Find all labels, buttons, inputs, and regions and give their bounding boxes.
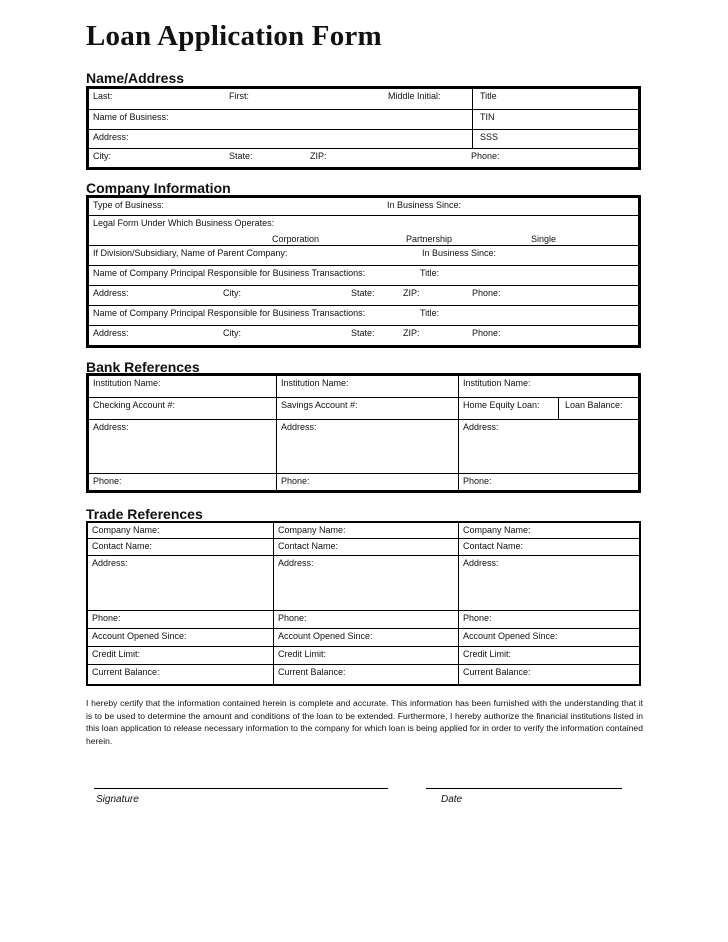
bank-address-field-3[interactable]: Address: (463, 422, 499, 432)
principal-state-field-2[interactable]: State: (351, 328, 375, 338)
divider (458, 376, 459, 397)
trade-credit-limit-row (88, 647, 639, 665)
bank-box (86, 373, 641, 493)
credit-limit-field-2[interactable]: Credit Limit: (278, 649, 327, 659)
principal-zip-field-2[interactable]: ZIP: (403, 328, 420, 338)
current-balance-field-3[interactable]: Current Balance: (463, 667, 531, 677)
single-option[interactable]: Single (531, 234, 557, 244)
principal-address-field[interactable]: Address: (93, 288, 129, 298)
divider (472, 110, 473, 129)
principal-state-field[interactable]: State: (351, 288, 375, 298)
parent-company-field[interactable]: If Division/Subsidiary, Name of Parent Company: (93, 248, 288, 258)
principal-phone-field-2[interactable]: Phone: (472, 328, 501, 338)
tin-field[interactable]: TIN (480, 112, 495, 122)
parent-in-business-since-field[interactable]: In Business Since: (422, 248, 497, 258)
principal-row-2 (89, 306, 638, 326)
principal-address-field-2[interactable]: Address: (93, 328, 129, 338)
date-line[interactable] (426, 788, 622, 789)
section-bank: Bank References (86, 359, 200, 375)
divider (458, 556, 459, 610)
bank-phone-row (89, 474, 638, 490)
divider (273, 523, 274, 538)
bank-address-field-2[interactable]: Address: (281, 422, 317, 432)
trade-address-field-1[interactable]: Address: (92, 558, 128, 568)
section-trade: Trade References (86, 506, 203, 522)
account-row (89, 398, 638, 420)
principal-address-row-1 (89, 286, 638, 306)
trade-address-field-3[interactable]: Address: (463, 558, 499, 568)
account-opened-field-2[interactable]: Account Opened Since: (278, 631, 373, 641)
divider (458, 611, 459, 628)
divider (472, 130, 473, 148)
trade-current-balance-row (88, 665, 639, 684)
state-field[interactable]: State: (229, 151, 253, 161)
trade-company-name-field-3[interactable]: Company Name: (463, 525, 531, 535)
divider (273, 611, 274, 628)
home-equity-loan-field[interactable]: Home Equity Loan: (463, 400, 540, 410)
first-name-field[interactable]: First: (229, 91, 249, 101)
principal-name-field-2[interactable]: Name of Company Principal Responsible for Business Transactions: (93, 308, 366, 318)
divider (276, 376, 277, 397)
trade-phone-row (88, 611, 639, 629)
business-name-field[interactable]: Name of Business: (93, 112, 169, 122)
divider (458, 665, 459, 684)
institution-name-field-1[interactable]: Institution Name: (93, 378, 161, 388)
checking-account-field[interactable]: Checking Account #: (93, 400, 176, 410)
trade-phone-field-1[interactable]: Phone: (92, 613, 121, 623)
trade-contact-row (88, 539, 639, 556)
business-type-field[interactable]: Type of Business: (93, 200, 165, 210)
savings-account-field[interactable]: Savings Account #: (281, 400, 358, 410)
middle-initial-field[interactable]: Middle Initial: (388, 91, 441, 101)
bank-phone-field-2[interactable]: Phone: (281, 476, 310, 486)
divider (276, 398, 277, 419)
account-opened-field-1[interactable]: Account Opened Since: (92, 631, 187, 641)
corporation-option[interactable]: Corporation (272, 234, 320, 244)
zip-field[interactable]: ZIP: (310, 151, 327, 161)
address-row (89, 130, 638, 149)
bank-address-row (89, 420, 638, 474)
principal-name-field[interactable]: Name of Company Principal Responsible for Business Transactions: (93, 268, 366, 278)
trade-contact-field-3[interactable]: Contact Name: (463, 541, 524, 551)
bank-phone-field-3[interactable]: Phone: (463, 476, 492, 486)
principal-title-field-2[interactable]: Title: (420, 308, 440, 318)
name-row (89, 89, 638, 110)
trade-contact-field-1[interactable]: Contact Name: (92, 541, 153, 551)
trade-contact-field-2[interactable]: Contact Name: (278, 541, 339, 551)
title-field[interactable]: Title (480, 91, 497, 101)
divider (458, 647, 459, 664)
trade-company-name-field-1[interactable]: Company Name: (92, 525, 160, 535)
principal-address-row-2 (89, 326, 638, 345)
address-field[interactable]: Address: (93, 132, 129, 142)
trade-address-row (88, 556, 639, 611)
divider (276, 474, 277, 490)
business-name-row (89, 110, 638, 130)
institution-name-field-3[interactable]: Institution Name: (463, 378, 531, 388)
city-row (89, 149, 638, 167)
institution-row (89, 376, 638, 398)
trade-address-field-2[interactable]: Address: (278, 558, 314, 568)
city-field[interactable]: City: (93, 151, 111, 161)
divider (273, 665, 274, 684)
certification-text: I hereby certify that the information contained herein is complete and accurate. This information has been furnished with the understanding that it is to be used to determine the amount and conditions of the loan to be extended. Furthermore, I hereby authorize the financial institutions listed in this loan application to release necessary information to the company for which loan is being applied for in order to verify the information contained herein. (86, 698, 643, 746)
divider (273, 647, 274, 664)
business-type-row (89, 198, 638, 216)
date-label: Date (441, 794, 463, 805)
company-box (86, 195, 641, 348)
legal-form-row (89, 216, 638, 246)
credit-limit-field-1[interactable]: Credit Limit: (92, 649, 141, 659)
section-name-address: Name/Address (86, 70, 185, 86)
last-name-field[interactable]: Last: (93, 91, 113, 101)
signature-line[interactable] (94, 788, 388, 789)
trade-box (86, 521, 641, 686)
divider (458, 523, 459, 538)
loan-balance-field[interactable]: Loan Balance: (565, 400, 623, 410)
principal-title-field[interactable]: Title: (420, 268, 440, 278)
sss-field[interactable]: SSS (480, 132, 499, 142)
page-title: Loan Application Form (86, 20, 382, 52)
divider (558, 398, 559, 419)
divider (276, 420, 277, 473)
parent-company-row (89, 246, 638, 266)
bank-phone-field-1[interactable]: Phone: (93, 476, 122, 486)
partnership-option[interactable]: Partnership (406, 234, 453, 244)
principal-city-field[interactable]: City: (223, 288, 241, 298)
account-opened-field-3[interactable]: Account Opened Since: (463, 631, 558, 641)
divider (458, 629, 459, 646)
divider (458, 398, 459, 419)
signature-label: Signature (96, 794, 139, 805)
principal-zip-field[interactable]: ZIP: (403, 288, 420, 298)
trade-company-name-field-2[interactable]: Company Name: (278, 525, 346, 535)
name-address-box (86, 86, 641, 170)
trade-account-opened-row (88, 629, 639, 647)
current-balance-field-2[interactable]: Current Balance: (278, 667, 346, 677)
credit-limit-field-3[interactable]: Credit Limit: (463, 649, 512, 659)
divider (472, 89, 473, 109)
in-business-since-field[interactable]: In Business Since: (387, 200, 462, 210)
institution-name-field-2[interactable]: Institution Name: (281, 378, 349, 388)
principal-phone-field[interactable]: Phone: (472, 288, 501, 298)
divider (273, 629, 274, 646)
trade-phone-field-2[interactable]: Phone: (278, 613, 307, 623)
current-balance-field-1[interactable]: Current Balance: (92, 667, 160, 677)
bank-address-field-1[interactable]: Address: (93, 422, 129, 432)
principal-city-field-2[interactable]: City: (223, 328, 241, 338)
divider (458, 420, 459, 473)
divider (273, 556, 274, 610)
principal-row-1 (89, 266, 638, 286)
divider (273, 539, 274, 555)
divider (458, 539, 459, 555)
phone-field[interactable]: Phone: (471, 151, 500, 161)
trade-company-row (88, 523, 639, 539)
divider (458, 474, 459, 490)
section-company: Company Information (86, 180, 231, 196)
legal-form-label: Legal Form Under Which Business Operates: (93, 218, 275, 228)
trade-phone-field-3[interactable]: Phone: (463, 613, 492, 623)
